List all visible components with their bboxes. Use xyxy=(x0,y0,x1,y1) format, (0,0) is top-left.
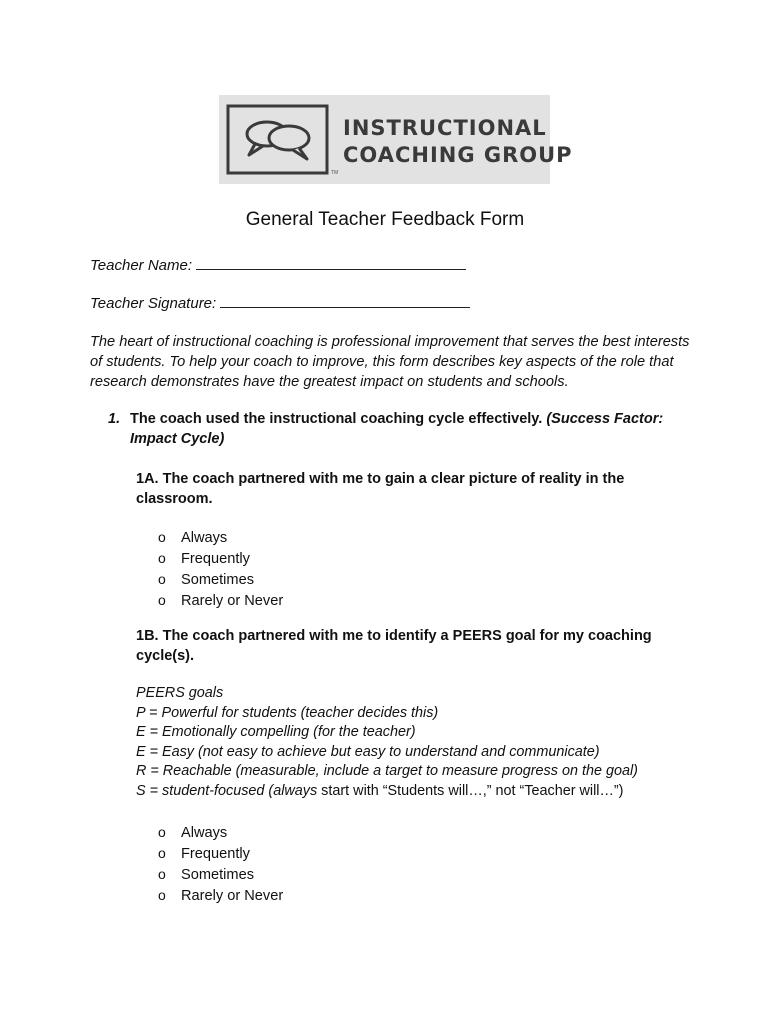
question-1a-text: 1A. The coach partnered with me to gain a clear picture of reality in the classroom. xyxy=(136,471,625,507)
circle-bullet-icon: o xyxy=(158,571,166,587)
question-1b-options xyxy=(158,822,283,906)
peers-p: P = Powerful for students (teacher decides this) xyxy=(136,704,439,721)
logo-text-line-2: COACHING GROUP xyxy=(343,143,573,167)
option-rarely-or-never[interactable] xyxy=(158,590,283,611)
peers-s xyxy=(136,782,638,802)
option-label: Always xyxy=(181,825,228,841)
teacher-name-label: Teacher Name: xyxy=(90,257,192,274)
logo-text-line-1: INSTRUCTIONAL xyxy=(343,116,547,140)
peers-goals-legend xyxy=(136,684,638,802)
option-label: Sometimes xyxy=(181,572,254,588)
option-always[interactable] xyxy=(158,527,283,548)
option-frequently[interactable] xyxy=(158,843,283,864)
peers-e1: E = Emotionally compelling (for the teacher) xyxy=(136,724,416,741)
teacher-signature-field xyxy=(90,293,470,312)
peers-s-italic: S = student-focused (always xyxy=(136,782,318,799)
question-1-factor: (Success Factor: Impact Cycle) xyxy=(130,411,664,447)
teacher-signature-label: Teacher Signature: xyxy=(90,295,217,312)
option-label: Rarely or Never xyxy=(181,593,284,609)
intro-paragraph: The heart of instructional coaching is professional improvement that serves the best interests of students. To help your coach to improve, this form describes key aspects of the role that research demonstrates have the greatest impact on students and schools. xyxy=(90,334,690,390)
question-1a-options xyxy=(158,527,283,611)
company-logo xyxy=(219,95,573,184)
peers-heading: PEERS goals xyxy=(136,685,224,701)
circle-bullet-icon: o xyxy=(158,887,166,903)
teacher-signature-line[interactable] xyxy=(220,293,470,308)
option-label: Frequently xyxy=(181,846,250,862)
circle-bullet-icon: o xyxy=(158,845,166,861)
circle-bullet-icon: o xyxy=(158,824,166,840)
option-label: Rarely or Never xyxy=(181,888,284,904)
question-1-statement: The coach used the instructional coaching cycle effectively. xyxy=(130,411,543,427)
circle-bullet-icon: o xyxy=(158,592,166,608)
peers-s-normal: start with “Students will…,” not “Teacher will…”) xyxy=(317,782,624,799)
question-1-text xyxy=(108,409,668,449)
peers-e2: E = Easy (not easy to achieve but easy to understand and communicate) xyxy=(136,743,600,760)
circle-bullet-icon: o xyxy=(158,550,166,566)
option-sometimes[interactable] xyxy=(158,864,283,885)
teacher-name-field xyxy=(90,255,466,274)
peers-r: R = Reachable (measurable, include a target to measure progress on the goal) xyxy=(136,763,638,780)
option-frequently[interactable] xyxy=(158,548,283,569)
option-label: Always xyxy=(181,530,228,546)
option-rarely-or-never[interactable] xyxy=(158,885,283,906)
question-1b-text: 1B. The coach partnered with me to identify a PEERS goal for my coaching cycle(s). xyxy=(136,628,652,664)
question-1 xyxy=(108,409,668,449)
option-sometimes[interactable] xyxy=(158,569,283,590)
option-label: Frequently xyxy=(181,551,250,567)
question-1-number: 1. xyxy=(108,411,121,427)
logo-trademark: TM xyxy=(331,170,339,176)
option-always[interactable] xyxy=(158,822,283,843)
circle-bullet-icon: o xyxy=(158,529,166,545)
teacher-name-line[interactable] xyxy=(196,255,466,270)
circle-bullet-icon: o xyxy=(158,866,166,882)
form-title: General Teacher Feedback Form xyxy=(245,209,525,230)
option-label: Sometimes xyxy=(181,867,254,883)
